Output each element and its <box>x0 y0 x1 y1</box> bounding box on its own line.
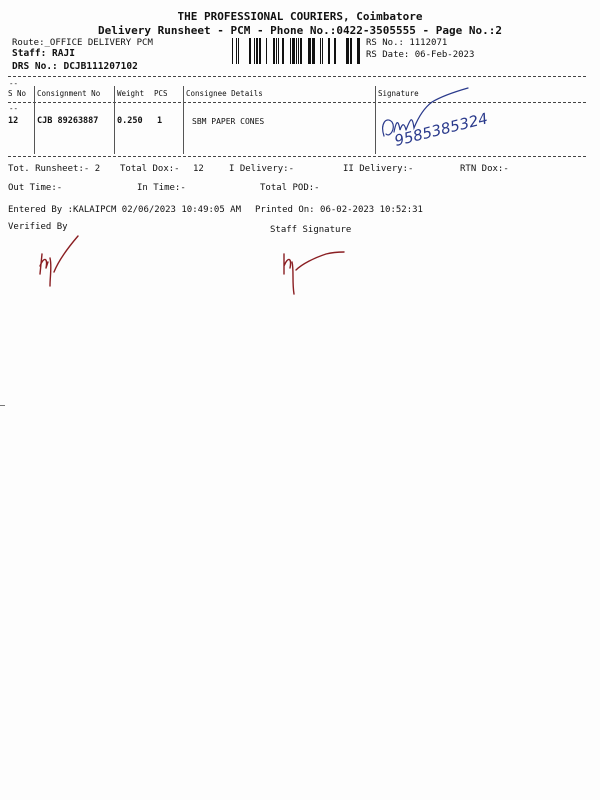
barcode-bar <box>236 38 237 64</box>
barcode-image <box>232 38 360 64</box>
barcode-bar <box>350 38 352 64</box>
row-sno: 12 <box>8 116 19 126</box>
verified-signature <box>30 232 100 302</box>
divider-fragment-2: -- <box>9 104 19 113</box>
printed-on: Printed On: 06-02-2023 10:52:31 <box>255 205 423 215</box>
barcode-bar <box>300 38 302 64</box>
scan-mark <box>0 405 5 406</box>
barcode-bar <box>298 38 299 64</box>
barcode-bar <box>296 38 297 64</box>
in-time: In Time:- <box>137 183 186 193</box>
barcode-bar <box>249 38 251 64</box>
barcode-bar <box>282 38 284 64</box>
barcode-bar <box>334 38 336 64</box>
total-runsheet: Tot. Runsheet:- 2 <box>8 164 101 174</box>
row-consignee: SBM PAPER CONES <box>192 117 265 126</box>
col-header-consignee: Consignee Details <box>186 89 263 98</box>
rtn-dox: RTN Dox:- <box>460 164 509 174</box>
total-dox-value: 12 <box>193 164 204 174</box>
entered-by: Entered By :KALAIPCM 02/06/2023 10:49:05 AM <box>8 205 241 215</box>
barcode-bar <box>290 38 291 64</box>
staff-signature-mark <box>278 240 358 300</box>
barcode-bar <box>273 38 275 64</box>
barcode-bar <box>312 38 315 64</box>
route-label: Route:_OFFICE DELIVERY PCM <box>12 38 153 48</box>
barcode-bar <box>320 38 321 64</box>
drs-number: DRS No.: DCJB111207102 <box>12 61 138 72</box>
barcode-bar <box>254 38 255 64</box>
barcode-bar <box>259 38 261 64</box>
runsheet-title: Delivery Runsheet - PCM - Phone No.:0422-3505555 - Page No.:2 <box>98 24 502 37</box>
total-dox-label: Total Dox:- <box>120 164 180 174</box>
col-header-pcs: PCS <box>154 89 168 98</box>
barcode-bar <box>357 38 360 64</box>
barcode-bar <box>276 38 277 64</box>
divider-top <box>8 76 586 77</box>
row-pcs: 1 <box>157 116 163 126</box>
barcode-bar <box>232 38 233 64</box>
rs-date: RS Date: 06-Feb-2023 <box>366 50 475 60</box>
barcode-bar <box>328 38 330 64</box>
barcode-bar <box>266 38 267 64</box>
col-header-consignment: Consignment No <box>37 89 101 98</box>
total-pod: Total POD:- <box>260 183 320 193</box>
row-consignment: CJB 89263887 <box>37 116 99 126</box>
company-title: THE PROFESSIONAL COURIERS, Coimbatore <box>177 10 423 23</box>
barcode-bar <box>238 38 239 64</box>
verified-by-label: Verified By <box>8 222 68 232</box>
signature-scribble <box>376 84 576 154</box>
barcode-bar <box>346 38 349 64</box>
barcode-bar <box>308 38 311 64</box>
row-weight: 0.250 <box>117 116 143 126</box>
col-line-3 <box>183 86 184 154</box>
col-header-weight: Weight <box>117 89 145 98</box>
i-delivery: I Delivery:- <box>229 164 295 174</box>
col-line-1 <box>34 86 35 154</box>
out-time: Out Time:- <box>8 183 63 193</box>
signature-number: 9585385324 <box>392 109 490 150</box>
col-line-2 <box>114 86 115 154</box>
barcode-bar <box>322 38 323 64</box>
staff-signature-label: Staff Signature <box>270 225 352 235</box>
col-header-signature: Signature <box>378 89 419 98</box>
col-header-sno: S No <box>8 89 27 98</box>
rs-number: RS No.: 1112071 <box>366 38 448 48</box>
barcode-bar <box>256 38 258 64</box>
divider-bottom <box>8 156 586 157</box>
staff-label: Staff: RAJI <box>12 48 75 59</box>
barcode-bar <box>292 38 295 64</box>
ii-delivery: II Delivery:- <box>343 164 414 174</box>
divider-fragment: -- <box>9 79 19 88</box>
barcode-bar <box>278 38 279 64</box>
